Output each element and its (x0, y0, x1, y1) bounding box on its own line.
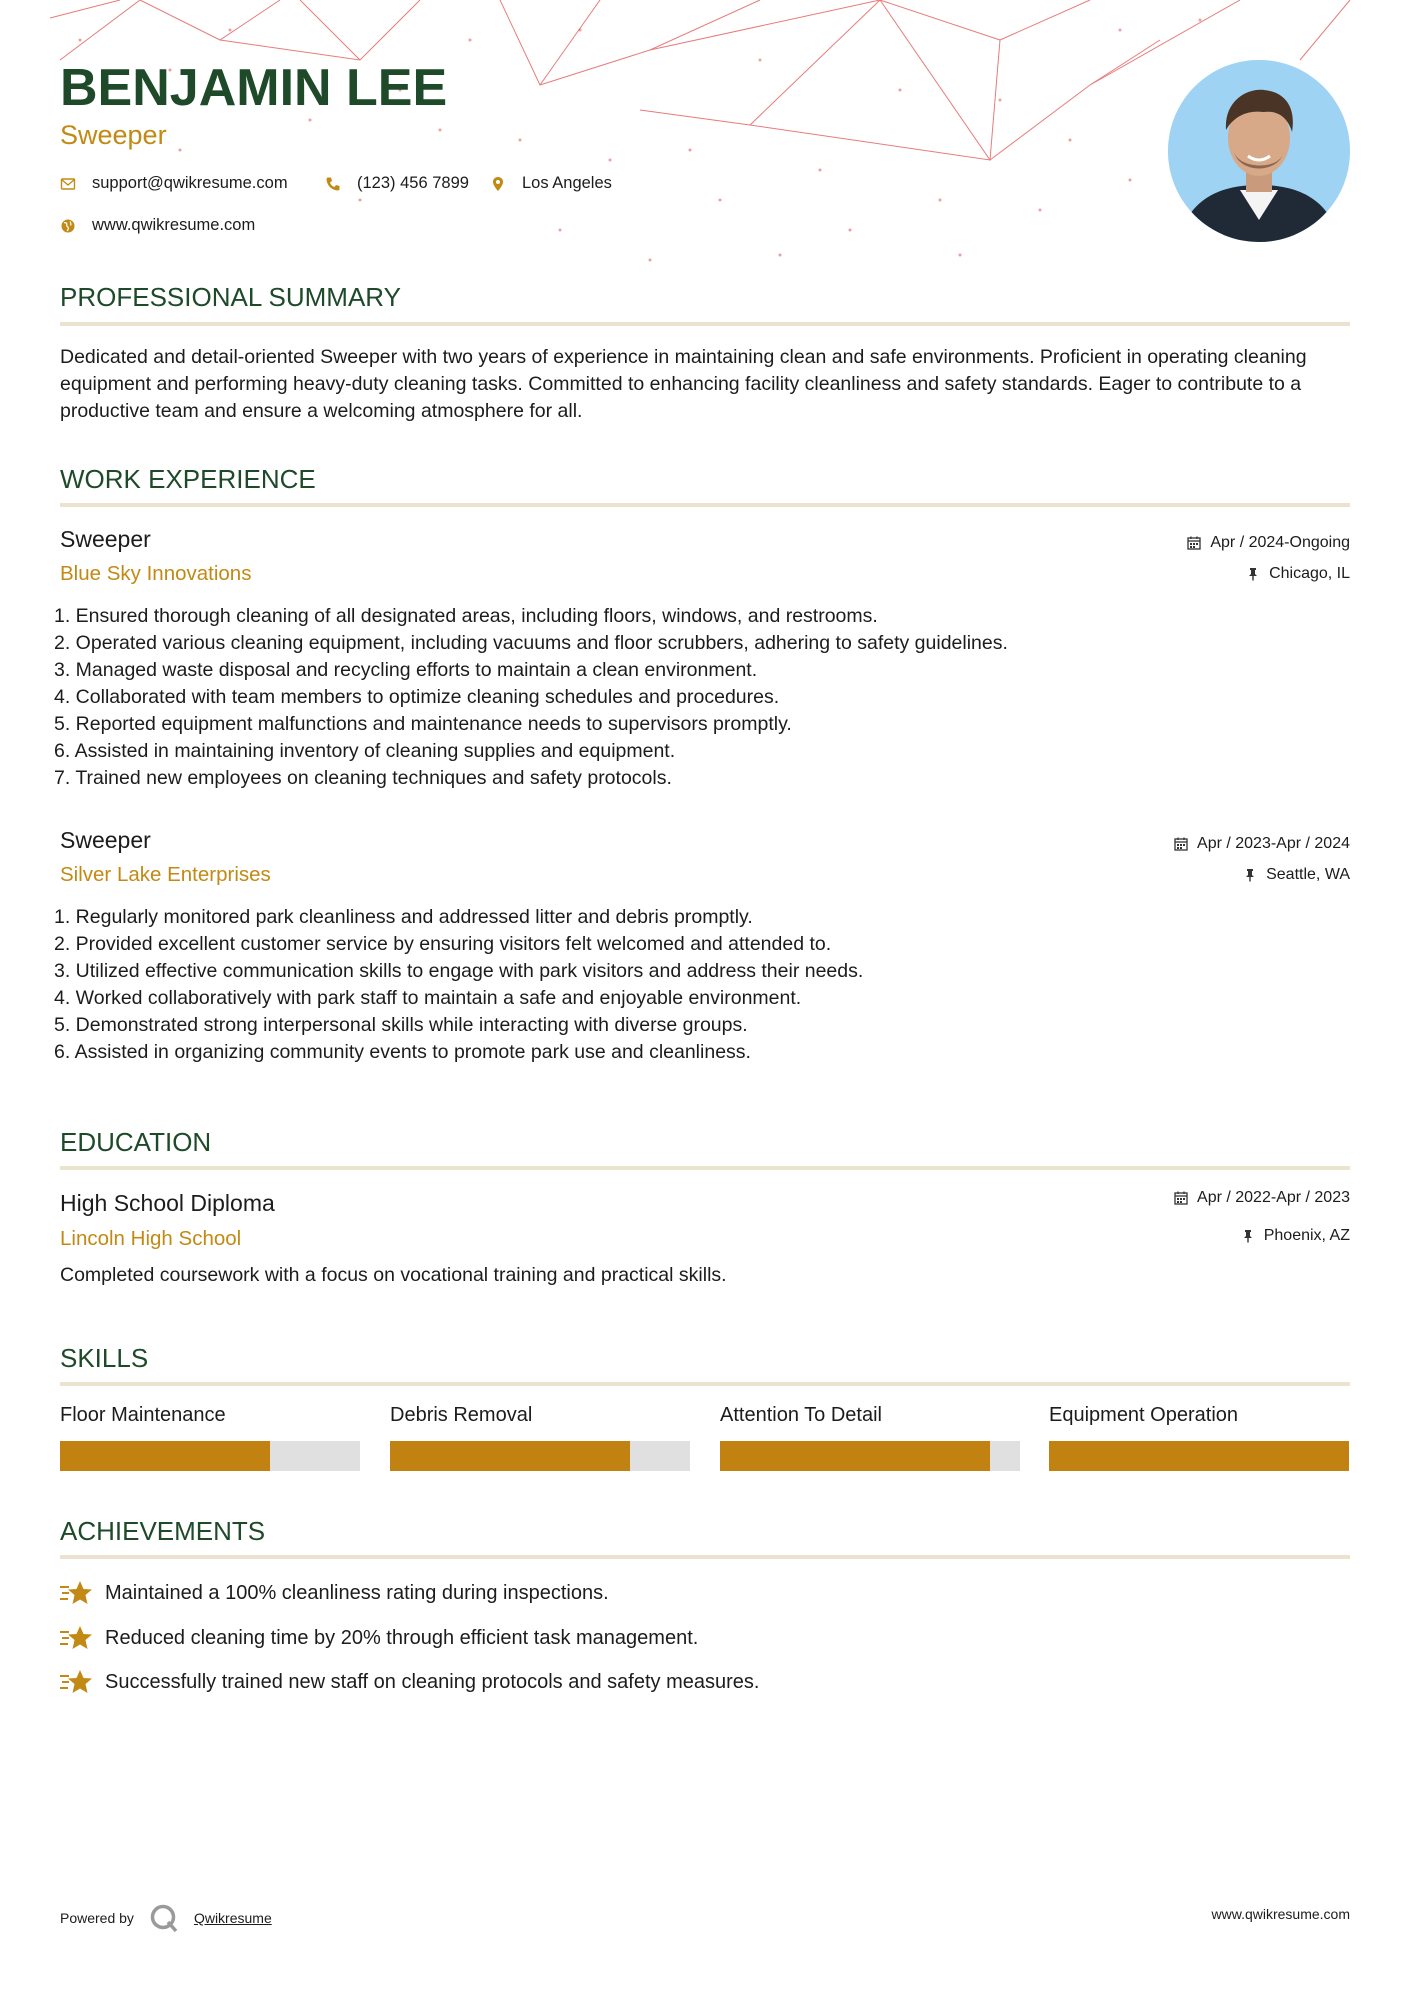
job-duties-list (54, 603, 1344, 792)
phone-icon (325, 176, 341, 192)
education-location (1241, 1227, 1350, 1245)
job-location-text: Chicago, IL (1269, 565, 1350, 582)
calendar-icon (1187, 536, 1201, 550)
email-text: support@qwikresume.com (92, 174, 288, 192)
footer-url[interactable]: www.qwikresume.com (1211, 1906, 1350, 1922)
education-school: Lincoln High School (60, 1227, 242, 1250)
skill-label: Floor Maintenance (60, 1404, 226, 1426)
list-item: 7. Trained new employees on cleaning techniques and safety protocols. (54, 767, 672, 789)
education-dates (1174, 1189, 1350, 1207)
location-text: Los Angeles (522, 174, 612, 192)
star-icon (60, 1667, 94, 1697)
skill-bar (720, 1441, 1020, 1471)
star-icon (60, 1578, 94, 1608)
experience-divider (60, 503, 1350, 507)
education-heading: EDUCATION (60, 1127, 212, 1157)
list-item: 1. Regularly monitored park cleanliness and addressed litter and debris promptly. (54, 906, 753, 928)
list-item: 2. Operated various cleaning equipment, including vacuums and floor scrubbers, adhering to safety guidelines. (54, 632, 1008, 654)
calendar-icon (1174, 837, 1188, 851)
candidate-title: Sweeper (60, 120, 167, 150)
skills-heading: SKILLS (60, 1343, 149, 1373)
list-item: 6. Assisted in organizing community events to promote park use and cleanliness. (54, 1041, 751, 1063)
website-text: www.qwikresume.com (92, 216, 256, 234)
map-pin-icon (490, 176, 506, 192)
achievement-text: Reduced cleaning time by 20% through efficient task management. (105, 1626, 699, 1649)
list-item: 4. Worked collaboratively with park staff to maintain a safe and enjoyable environment. (54, 987, 802, 1009)
list-item: 2. Provided excellent customer service by ensuring visitors felt welcomed and attended to. (54, 933, 832, 955)
globe-icon (60, 218, 76, 234)
profile-photo (1168, 60, 1350, 242)
job-dates (1174, 835, 1350, 853)
experience-heading: WORK EXPERIENCE (60, 464, 316, 494)
contact-website[interactable] (60, 216, 255, 235)
list-item: 5. Reported equipment malfunctions and maintenance needs to supervisors promptly. (54, 713, 792, 735)
education-divider (60, 1166, 1350, 1170)
skill-bar (1049, 1441, 1349, 1471)
job-dates-text: Apr / 2023-Apr / 2024 (1197, 835, 1350, 852)
education-dates-text: Apr / 2022-Apr / 2023 (1197, 1189, 1350, 1206)
qwikresume-logo-icon (148, 1902, 180, 1934)
footer-powered-by (60, 1902, 272, 1934)
summary-text: Dedicated and detail-oriented Sweeper with two years of experience in maintaining clean and safe environments. Proficient in operating cleaning equipment and performing heavy-duty cleaning tasks. Committed to enhancing facility cleanliness and safety standards. Eager to contribute to a productive team and ensure a welcoming atmosphere for all. (60, 346, 1307, 422)
candidate-name: BENJAMIN LEE (60, 59, 448, 117)
achievement-text: Maintained a 100% cleanliness rating during inspections. (105, 1581, 609, 1604)
job-dates-text: Apr / 2024-Ongoing (1210, 534, 1350, 551)
job-company: Silver Lake Enterprises (60, 863, 271, 886)
skill-bar (390, 1441, 690, 1471)
job-dates (1187, 534, 1350, 552)
job-location (1243, 866, 1350, 884)
star-icon (60, 1623, 94, 1653)
achievement-item (60, 1623, 698, 1653)
job-location-text: Seattle, WA (1266, 866, 1350, 883)
brand-link[interactable]: Qwikresume (193, 1910, 272, 1926)
job-duties-list (54, 904, 1344, 1066)
achievements-heading: ACHIEVEMENTS (60, 1516, 266, 1546)
skill-bar-fill (60, 1441, 270, 1471)
achievements-divider (60, 1555, 1350, 1559)
contact-location (490, 174, 612, 193)
skill-label: Equipment Operation (1049, 1404, 1239, 1426)
summary-heading: PROFESSIONAL SUMMARY (60, 282, 401, 312)
phone-text: (123) 456 7899 (357, 174, 469, 192)
job-title: Sweeper (60, 827, 151, 853)
education-degree: High School Diploma (60, 1190, 275, 1216)
job-title: Sweeper (60, 526, 151, 552)
list-item: 3. Managed waste disposal and recycling efforts to maintain a clean environment. (54, 659, 758, 681)
list-item: 6. Assisted in maintaining inventory of cleaning supplies and equipment. (54, 740, 676, 762)
job-location (1246, 565, 1350, 583)
skill-bar-fill (720, 1441, 990, 1471)
skill-label: Debris Removal (390, 1404, 533, 1426)
list-item: 5. Demonstrated strong interpersonal skills while interacting with diverse groups. (54, 1014, 748, 1036)
summary-divider (60, 322, 1350, 326)
powered-by-label: Powered by (60, 1910, 134, 1926)
education-description: Completed coursework with a focus on vocational training and practical skills. (60, 1264, 727, 1286)
envelope-icon (60, 176, 76, 192)
pushpin-icon (1246, 567, 1260, 581)
achievement-item (60, 1667, 759, 1697)
skills-divider (60, 1382, 1350, 1386)
list-item: 3. Utilized effective communication skills to engage with park visitors and address their needs. (54, 960, 864, 982)
job-company: Blue Sky Innovations (60, 562, 252, 585)
education-location-text: Phoenix, AZ (1263, 1227, 1350, 1244)
contact-email[interactable] (60, 174, 288, 193)
pushpin-icon (1243, 868, 1257, 882)
list-item: 4. Collaborated with team members to optimize cleaning schedules and procedures. (54, 686, 780, 708)
skill-bar-fill (1049, 1441, 1349, 1471)
skill-label: Attention To Detail (720, 1404, 882, 1426)
skill-bar (60, 1441, 360, 1471)
skill-bar-fill (390, 1441, 630, 1471)
pushpin-icon (1241, 1229, 1255, 1243)
calendar-icon (1174, 1191, 1188, 1205)
achievement-item (60, 1578, 609, 1608)
achievement-text: Successfully trained new staff on cleaning protocols and safety measures. (105, 1670, 760, 1693)
list-item: 1. Ensured thorough cleaning of all designated areas, including floors, windows, and restrooms. (54, 605, 878, 627)
contact-phone[interactable] (325, 174, 469, 193)
